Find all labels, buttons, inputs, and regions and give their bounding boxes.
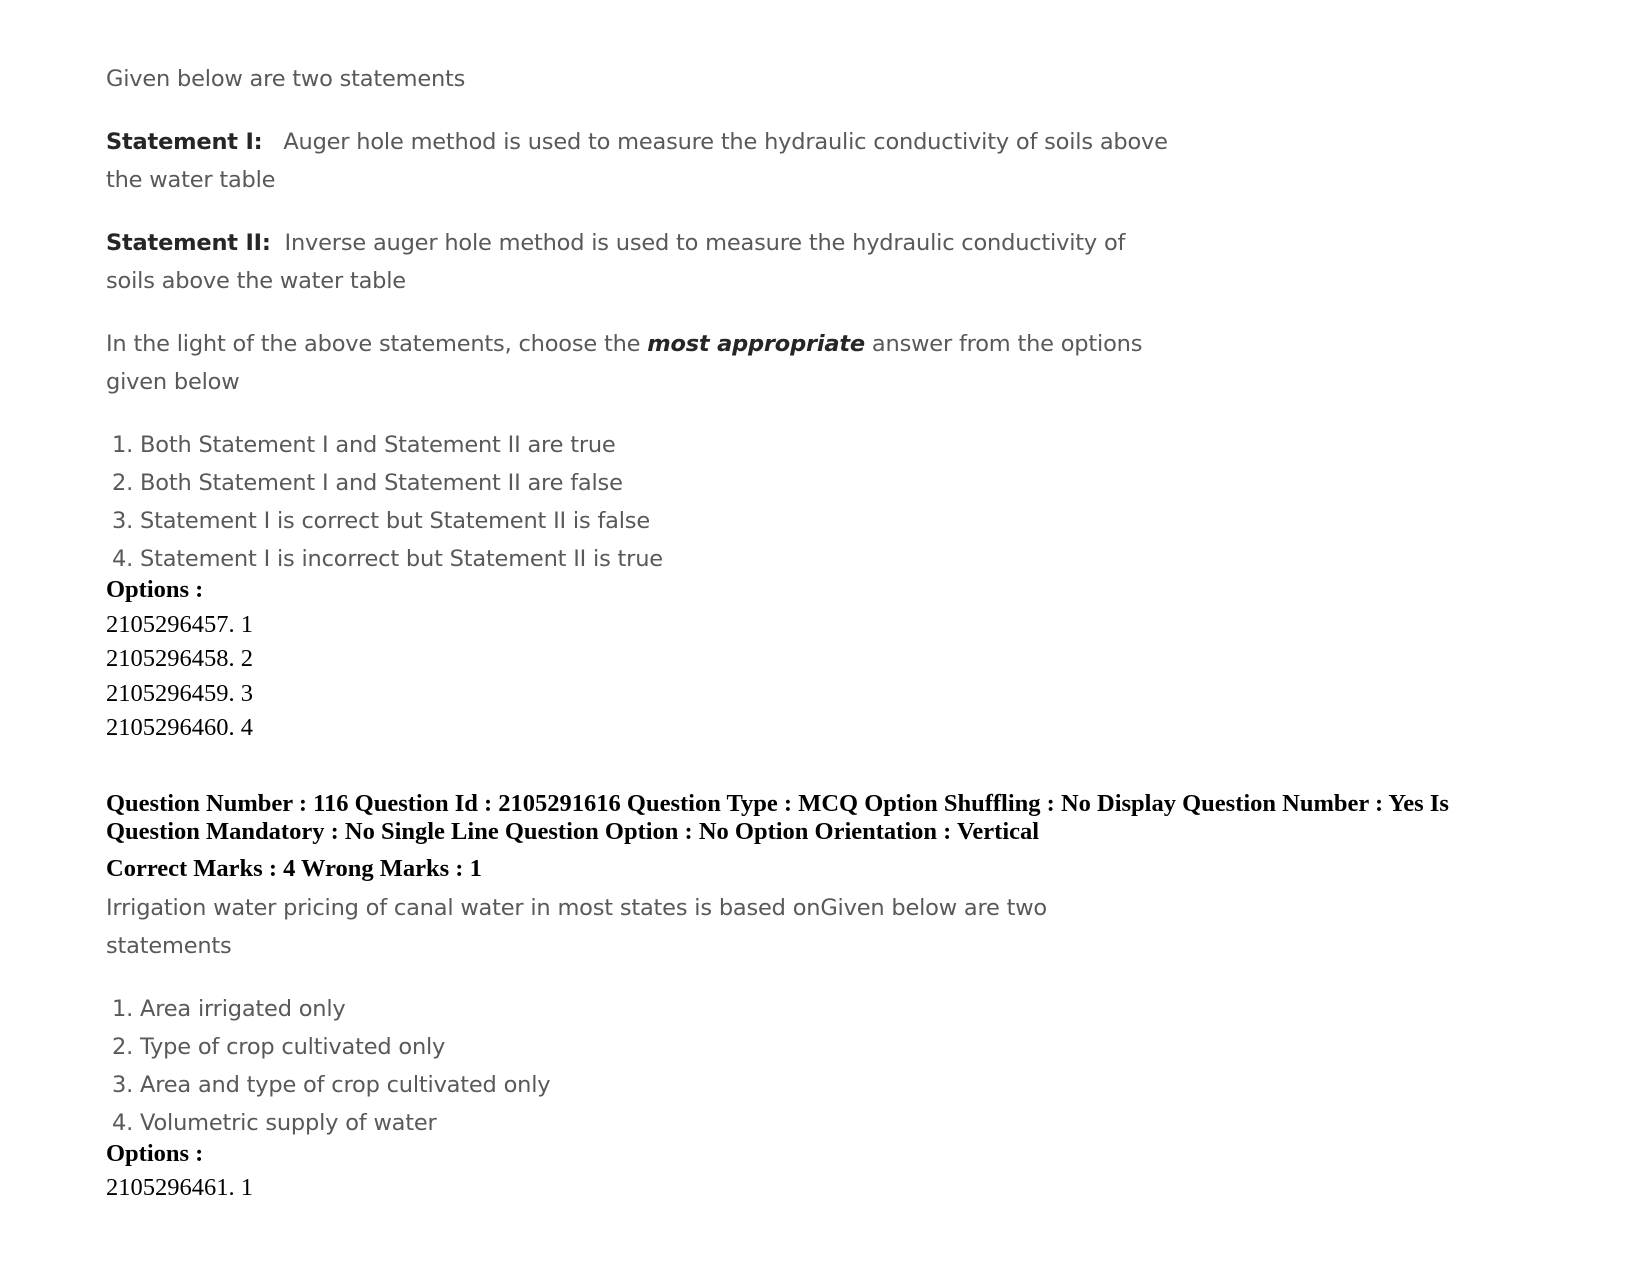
question-116-meta <box>106 790 1566 847</box>
meta-line2: Question Mandatory : No Single Line Question Option : No Option Orientation : Vertical <box>106 818 1040 845</box>
options-block-115 <box>106 573 1556 746</box>
statement-1-text-line2: the water table <box>106 167 276 193</box>
options-label: Options : <box>106 576 204 603</box>
question-intro: Given below are two statements <box>106 66 466 92</box>
options-label: Options : <box>106 1139 204 1167</box>
question-116-body <box>106 889 1556 1142</box>
choice-list <box>106 990 1556 1142</box>
option-id: 2105296460. 4 <box>106 714 253 741</box>
statement-2-text-line1: Inverse auger hole method is used to measure the hydraulic conductivity of <box>284 230 1126 256</box>
choice-item: 3. Area and type of crop cultivated only <box>112 1071 551 1098</box>
prompt-after: answer from the options <box>864 331 1143 357</box>
choice-item: 4. Volumetric supply of water <box>112 1109 437 1136</box>
options-block-116 <box>106 1137 1556 1206</box>
choice-item: 4. Statement I is incorrect but Statement II is true <box>112 546 663 572</box>
statement-1-label: Statement I: <box>106 129 263 155</box>
statement-1-text-line1: Auger hole method is used to measure the hydraulic conductivity of soils above <box>283 129 1168 155</box>
statement-2-text-line2: soils above the water table <box>106 268 406 294</box>
choice-list <box>106 426 1556 578</box>
question-text-line2: statements <box>106 932 232 959</box>
choice-item: 1. Both Statement I and Statement II are true <box>112 432 616 458</box>
option-id: 2105296461. 1 <box>106 1174 253 1201</box>
prompt-line2: given below <box>106 369 240 395</box>
meta-line1: Question Number : 116 Question Id : 2105291616 Question Type : MCQ Option Shuffling : No Display Question Number : Yes Is <box>106 789 1449 817</box>
choice-item: 3. Statement I is correct but Statement II is false <box>112 508 650 534</box>
option-id: 2105296458. 2 <box>106 645 253 672</box>
question-marks: Correct Marks : 4 Wrong Marks : 1 <box>106 854 482 882</box>
choice-item: 2. Type of crop cultivated only <box>112 1033 446 1060</box>
statement-1 <box>106 123 1186 199</box>
statement-2-label: Statement II: <box>106 230 271 256</box>
question-115-body <box>106 60 1556 578</box>
question-text-line1: Irrigation water pricing of canal water in most states is based onGiven below are two <box>106 894 1047 921</box>
page-content <box>106 60 1556 1206</box>
prompt-emphasis: most appropriate <box>647 331 865 357</box>
statement-2 <box>106 224 1186 300</box>
choice-item: 1. Area irrigated only <box>112 995 346 1022</box>
prompt-before: In the light of the above statements, choose the <box>106 331 648 357</box>
option-id: 2105296459. 3 <box>106 679 253 707</box>
option-id: 2105296457. 1 <box>106 610 253 638</box>
question-116-text <box>106 889 1186 965</box>
choice-item: 2. Both Statement I and Statement II are false <box>112 470 623 496</box>
question-prompt <box>106 325 1186 401</box>
